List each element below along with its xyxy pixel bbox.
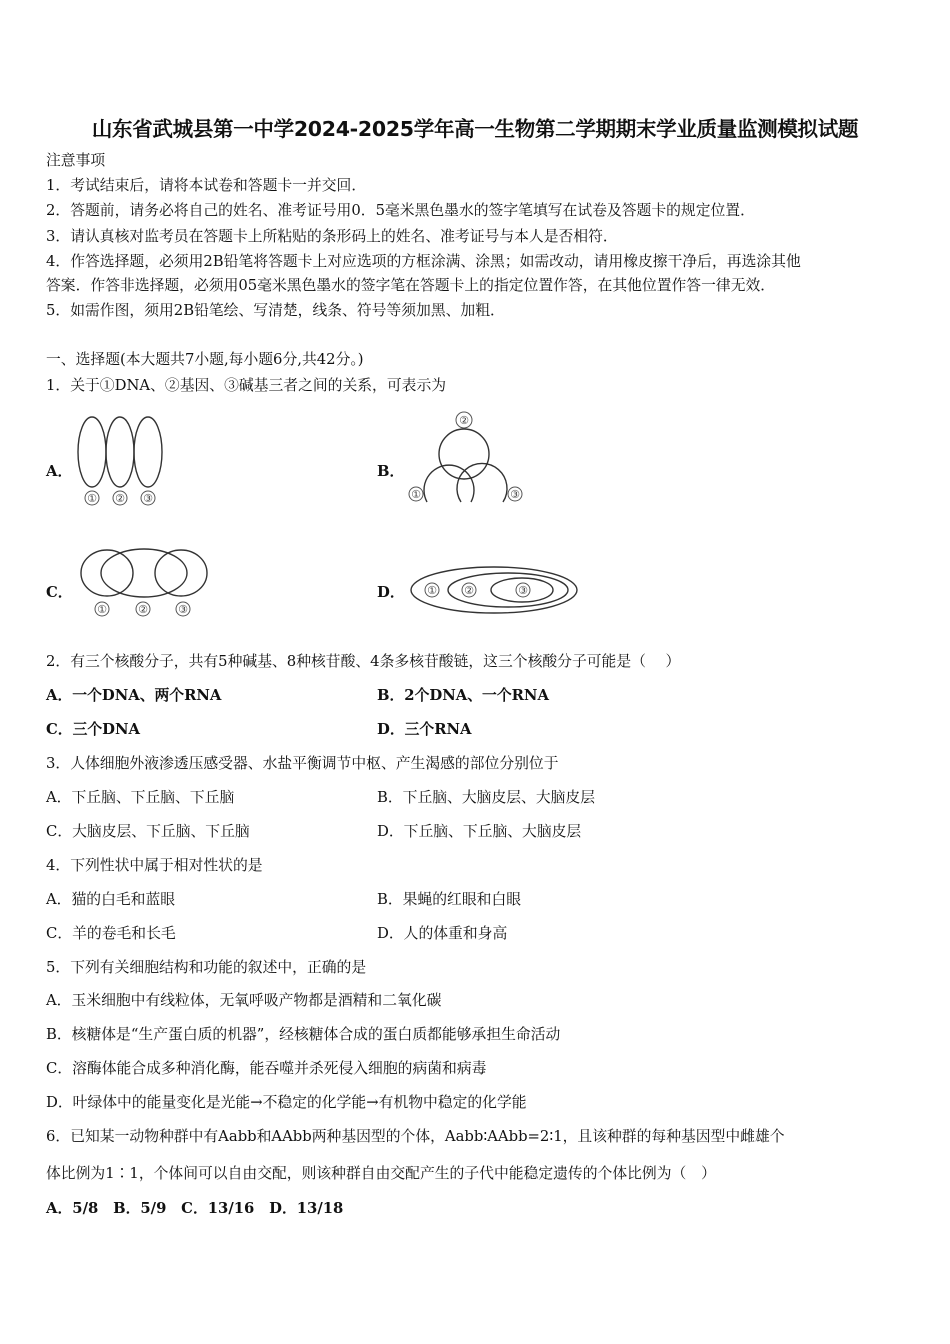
q1-diagram-b	[400, 408, 530, 508]
notice-item: 答案．作答非选择题，必须用05毫米黑色墨水的签字笔在答题卡上的指定位置作答，在其他位置作答一律无效．	[46, 277, 776, 294]
question-3-stem: 3．人体细胞外液渗透压感受器、水盐平衡调节中枢、产生渴感的部位分别位于	[46, 755, 559, 772]
q2-option-c: C．三个DNA	[46, 721, 141, 738]
q5-option-c: C．溶酶体能合成多种消化酶，能吞噬并杀死侵入细胞的病菌和病毒	[46, 1060, 487, 1077]
q2-option-b: B．2个DNA、一个RNA	[377, 687, 549, 704]
q1-option-b-label: B．	[377, 463, 405, 480]
marker-1: ①	[427, 584, 437, 597]
marker-2: ②	[464, 584, 474, 597]
q1-option-c-label: C．	[46, 584, 73, 601]
q2-option-d: D．三个RNA	[377, 721, 472, 738]
question-4-stem: 4．下列性状中属于相对性状的是	[46, 857, 263, 874]
q3-option-a: A．下丘脑、下丘脑、下丘脑	[46, 789, 235, 806]
q3-option-d: D．下丘脑、下丘脑、大脑皮层	[377, 823, 582, 840]
exam-title: 山东省武城县第一中学2024-2025学年高一生物第二学期期末学业质量监测模拟试题	[91, 117, 859, 141]
marker-1: ①	[411, 488, 421, 501]
q3-option-c: C．大脑皮层、下丘脑、下丘脑	[46, 823, 250, 840]
marker-1: ①	[87, 492, 97, 505]
question-6-stem-line2: 体比例为1∶1，个体间可以自由交配，则该种群自由交配产生的子代中能稳定遗传的个体比例为（ ）	[46, 1165, 716, 1182]
q4-option-a: A．猫的白毛和蓝眼	[46, 891, 176, 908]
marker-2: ②	[459, 414, 469, 427]
q3-option-b: B．下丘脑、大脑皮层、大脑皮层	[377, 789, 596, 806]
q6-options: A．5/8 B．5/9 C．13/16 D．13/18	[46, 1200, 344, 1217]
q4-option-d: D．人的体重和身高	[377, 925, 508, 942]
notice-item: 5．如需作图，须用2B铅笔绘、写清楚，线条、符号等须加黑、加粗．	[46, 302, 505, 319]
q1-diagram-a	[70, 410, 180, 510]
marker-3: ③	[518, 584, 528, 597]
notice-item: 1．考试结束后，请将本试卷和答题卡一并交回．	[46, 177, 367, 194]
notice-item: 4．作答选择题，必须用2B铅笔将答题卡上对应选项的方框涂满、涂黑；如需改动，请用橡皮擦干净后，再选涂其他	[46, 253, 801, 270]
q5-option-a: A．玉米细胞中有线粒体，无氧呼吸产物都是酒精和二氧化碳	[46, 992, 442, 1009]
marker-3: ③	[143, 492, 153, 505]
q4-option-c: C．羊的卷毛和长毛	[46, 925, 176, 942]
q5-option-d: D．叶绿体中的能量变化是光能→不稳定的化学能→有机物中稳定的化学能	[46, 1094, 527, 1111]
q4-option-b: B．果蝇的红眼和白眼	[377, 891, 522, 908]
question-6-stem-line1: 6．已知某一动物种群中有Aabb和AAbb两种基因型的个体，Aabb∶AAbb=2∶1，且该种群的每种基因型中雌雄个	[46, 1128, 785, 1145]
marker-2: ②	[115, 492, 125, 505]
q1-option-a-label: A．	[46, 463, 73, 480]
question-2-stem: 2．有三个核酸分子，共有5种碱基、8种核苷酸、4条多核苷酸链，这三个核酸分子可能是（ ）	[46, 653, 681, 670]
q5-option-b: B．核糖体是“生产蛋白质的机器”，经核糖体合成的蛋白质都能够承担生命活动	[46, 1026, 561, 1043]
question-1-stem: 1．关于①DNA、②基因、③碱基三者之间的关系，可表示为	[46, 377, 447, 394]
q1-option-d-label: D．	[377, 584, 405, 601]
notice-item: 3．请认真核对监考员在答题卡上所粘贴的条形码上的姓名、准考证号与本人是否相符．	[46, 228, 618, 245]
marker-3: ③	[178, 603, 188, 616]
notice-item: 2．答题前，请务必将自己的姓名、准考证号用0．5毫米黑色墨水的签字笔填写在试卷及答题卡的规定位置．	[46, 202, 755, 219]
marker-3: ③	[510, 488, 520, 501]
section-heading: 一、选择题(本大题共7小题,每小题6分,共42分。)	[46, 351, 364, 368]
marker-1: ①	[97, 603, 107, 616]
marker-2: ②	[138, 603, 148, 616]
notice-heading: 注意事项	[46, 152, 106, 169]
question-5-stem: 5．下列有关细胞结构和功能的叙述中，正确的是	[46, 959, 367, 976]
q2-option-a: A．一个DNA、两个RNA	[46, 687, 222, 704]
q1-diagram-d	[410, 565, 585, 617]
q1-diagram-c	[75, 545, 225, 625]
